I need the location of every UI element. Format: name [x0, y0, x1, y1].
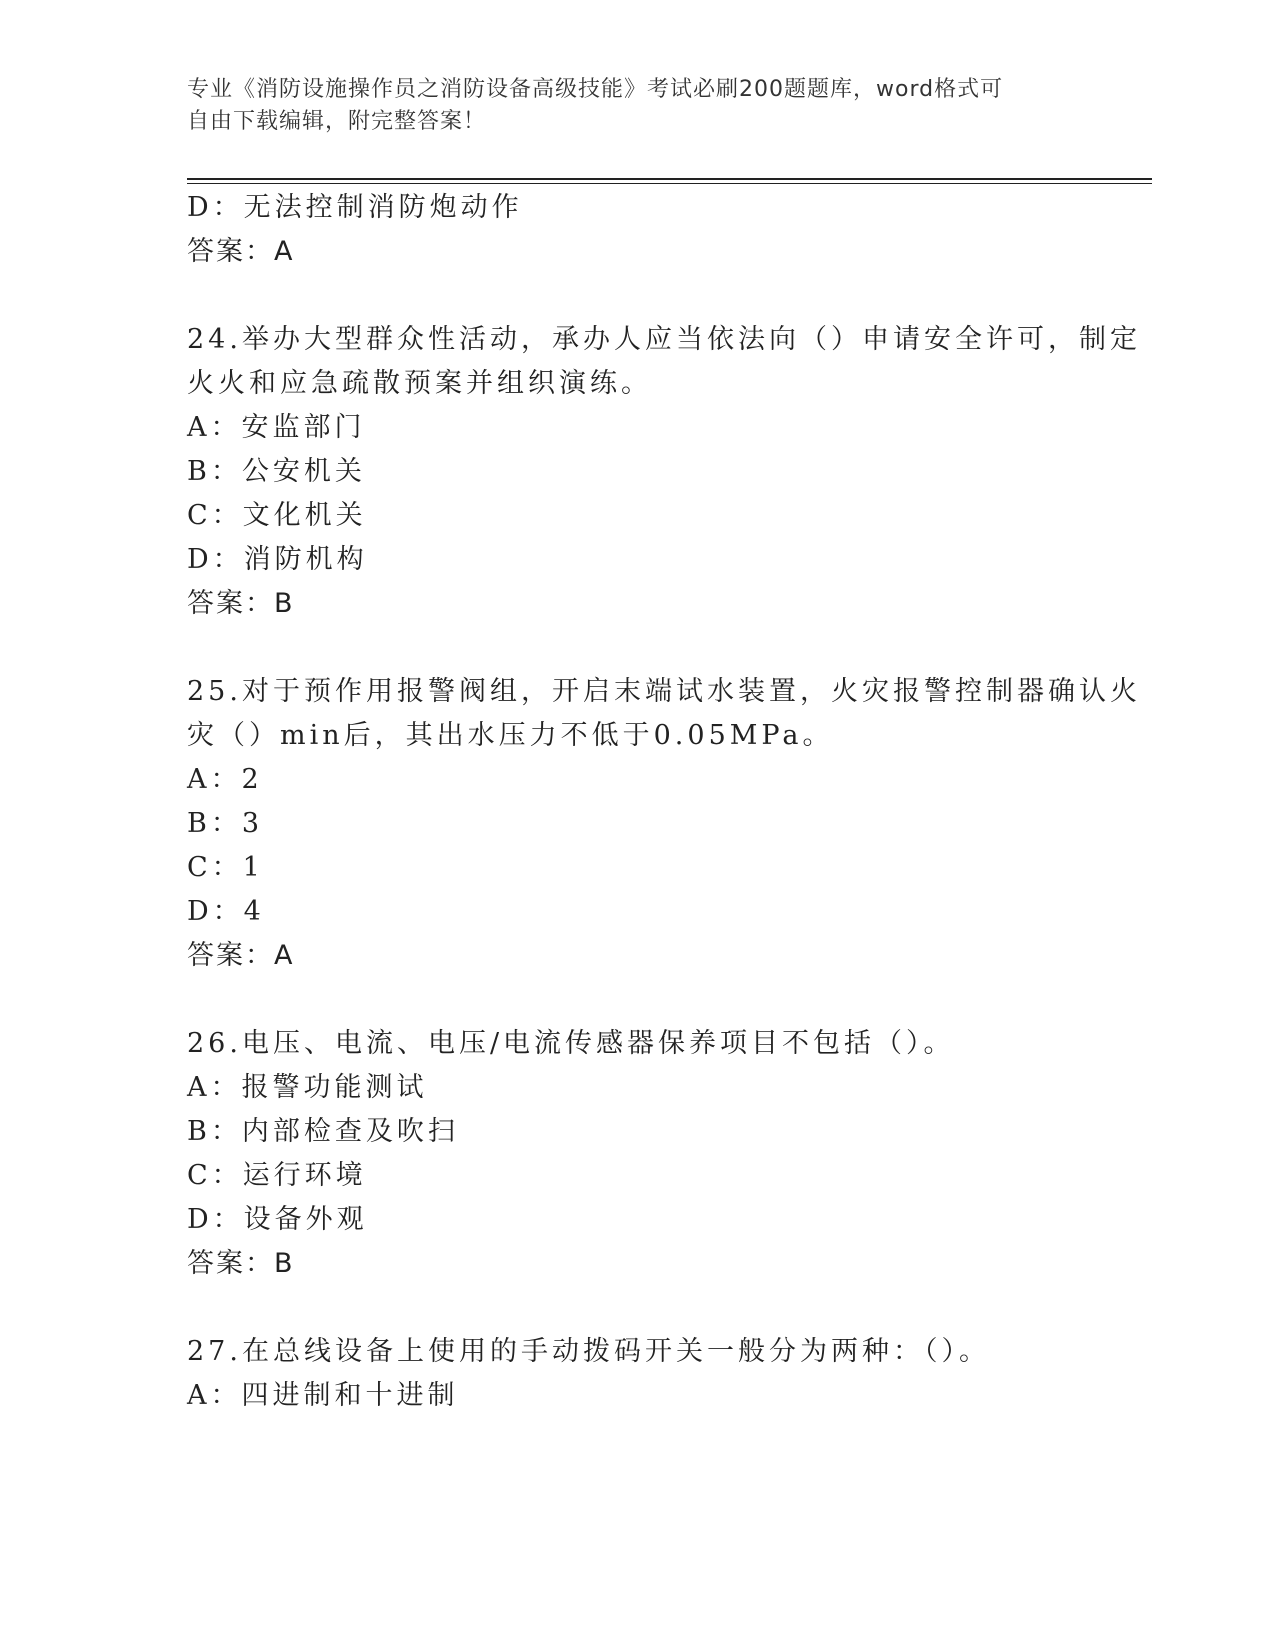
q25-option-a: A：2: [187, 764, 263, 795]
header-divider-thin: [187, 183, 1152, 184]
q24-option-d: D：消防机构: [187, 544, 368, 575]
q24-stem-line-2: 火火和应急疏散预案并组织演练。: [187, 368, 652, 399]
q25-option-c: C：1: [187, 852, 264, 883]
q26-option-c: C：运行环境: [187, 1160, 367, 1191]
prev-option-d: D：无法控制消防炮动作: [187, 192, 523, 223]
q26-option-a: A：报警功能测试: [187, 1072, 428, 1103]
header-line-1: 专业《消防设施操作员之消防设备高级技能》考试必刷200题题库，word格式可: [187, 77, 1004, 102]
header-divider-thick: [187, 178, 1152, 180]
document-header: [187, 74, 1067, 138]
q26-option-b: B：内部检查及吹扫: [187, 1116, 459, 1147]
q25-stem-line-1: 25.对于预作用报警阀组，开启末端试水装置，火灾报警控制器确认火: [187, 676, 1141, 707]
q24-stem-line-1: 24.举办大型群众性活动，承办人应当依法向（）申请安全许可，制定: [187, 324, 1141, 355]
q25-stem-line-2: 灾（）min后，其出水压力不低于0.05MPa。: [187, 720, 834, 751]
q25-answer: 答案：A: [187, 940, 295, 971]
q26-option-d: D：设备外观: [187, 1204, 368, 1235]
q24-option-b: B：公安机关: [187, 456, 366, 487]
q26-stem-line-1: 26.电压、电流、电压/电流传感器保养项目不包括（）。: [187, 1028, 955, 1059]
q26-answer: 答案：B: [187, 1248, 295, 1279]
q25-option-d: D：4: [187, 896, 265, 927]
q27-stem-line-1: 27.在总线设备上使用的手动拨码开关一般分为两种：（）。: [187, 1336, 990, 1367]
q27-option-a: A：四进制和十进制: [187, 1380, 459, 1411]
q24-option-a: A：安监部门: [187, 412, 366, 443]
q24-answer: 答案：B: [187, 588, 295, 619]
q24-option-c: C：文化机关: [187, 500, 367, 531]
q25-option-b: B：3: [187, 808, 264, 839]
prev-answer: 答案：A: [187, 236, 295, 267]
header-line-2: 自由下载编辑，附完整答案！: [187, 109, 487, 134]
